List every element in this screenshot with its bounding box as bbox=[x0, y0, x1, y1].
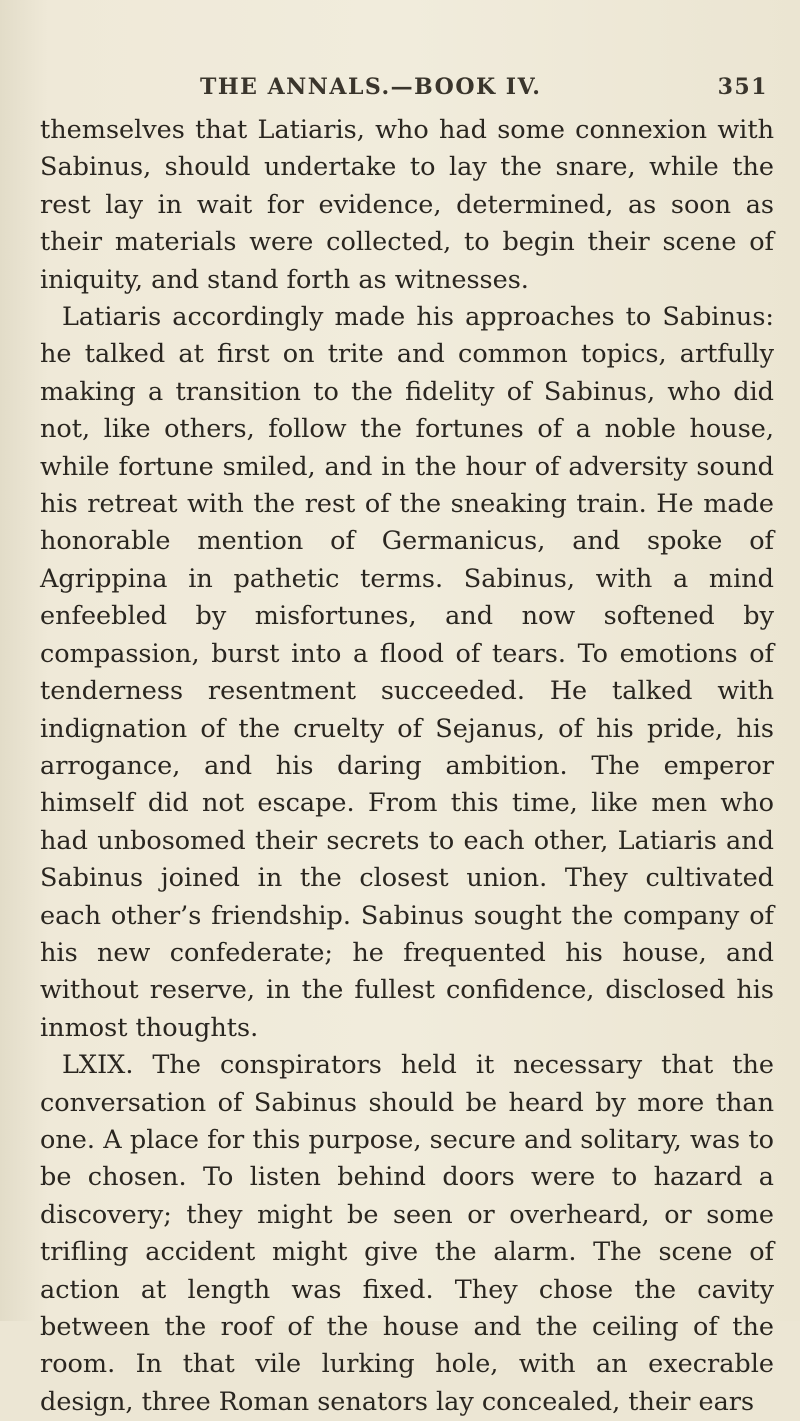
body-text bbox=[40, 112, 774, 1421]
paragraph-continuation: themselves that Latiaris, who had some connexion with Sabinus, should undertake to lay the snare, while the rest lay in wait for evidence, determined, as soon as their materials were collected, to begin their scene of iniquity, and stand forth as witnesses. bbox=[40, 115, 774, 295]
paragraph-chapter-lxix: LXIX. The conspirators held it necessary that the conversation of Sabinus should be heard by more than one. A place for this purpose, secure and solitary, was to be chosen. To listen behind doors were to hazard a discovery; they might be seen or overheard, or some trifling accident might give the alarm. The scene of action at length was fixed. They chose the cavity between the roof of the house and the ceiling of the room. In that vile lurking hole, with an execrable design, three Roman senators lay concealed, their ears bbox=[40, 1050, 774, 1417]
page-number: 351 bbox=[717, 74, 768, 100]
running-head bbox=[200, 74, 774, 104]
running-title: THE ANNALS.—BOOK IV. bbox=[200, 74, 542, 100]
paragraph-latiaris: Latiaris accordingly made his approaches to Sabinus: he talked at first on trite and common topics, artfully making a transition to the fidelity of Sabinus, who did not, like others, follow the fortunes of a noble house, while fortune smiled, and in the hour of adversity sound his retreat with the rest of the sneaking train. He made honorable mention of Germanicus, and spoke of Agrippina in pathetic terms. Sabinus, with a mind enfeebled by misfortunes, and now softened by compassion, burst into a flood of tears. To emotions of tenderness resentment succeeded. He talked with indignation of the cruelty of Sejanus, of his pride, his arrogance, and his daring ambition. The emperor himself did not escape. From this time, like men who had unbosomed their secrets to each other, Latiaris and Sabinus joined in the closest union. They cultivated each other’s friendship. Sabinus sought the company of his new confederate; he frequented his house, and without reserve, in the fullest confidence, disclosed his inmost thoughts. bbox=[40, 302, 774, 1043]
